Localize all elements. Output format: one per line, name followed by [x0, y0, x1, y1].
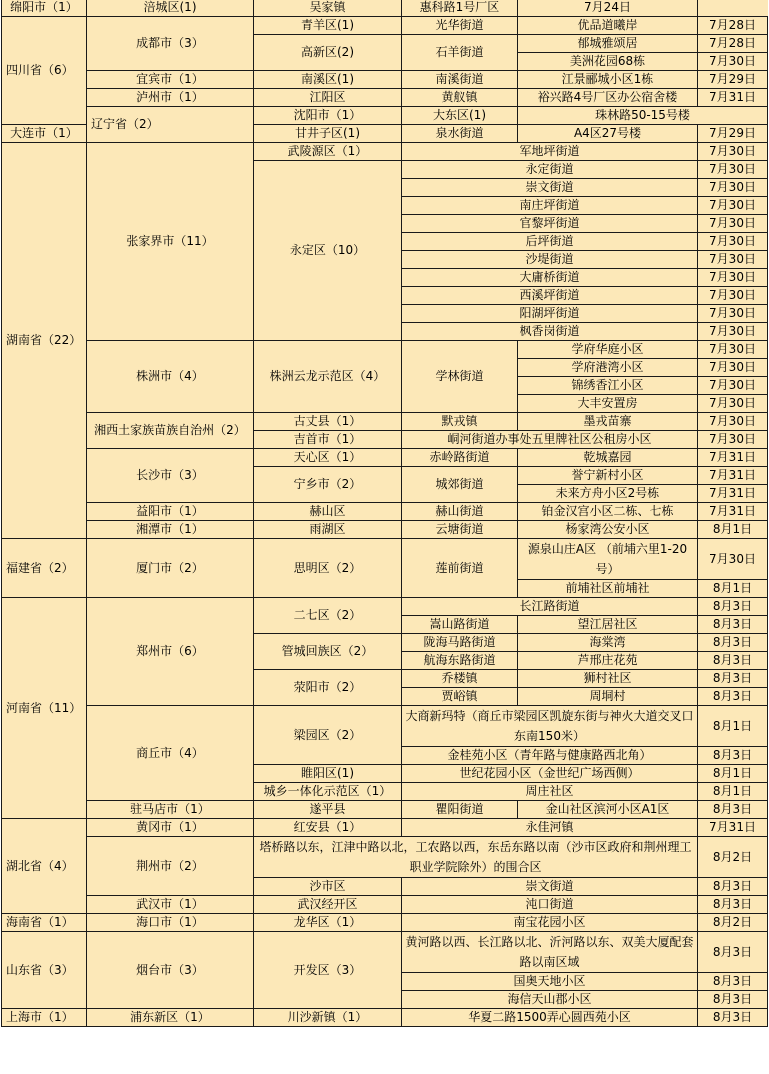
table-cell: 南溪街道 — [402, 71, 518, 89]
table-cell: 7月30日 — [698, 341, 768, 359]
table-cell: 7月30日 — [698, 251, 768, 269]
table-cell: 铂金汉宫小区二栋、七栋 — [518, 503, 698, 521]
table-cell: 湘西土家族苗族自治州（2） — [87, 413, 254, 449]
table-cell: 西溪坪街道 — [402, 287, 698, 305]
table-cell: 宜宾市（1） — [87, 71, 254, 89]
outbreak-location-table — [1, 0, 768, 1027]
table-cell: 湖南省（22） — [2, 143, 87, 539]
table-cell: 塔桥路以东，江津中路以北，工农路以西，东岳东路以南（沙市区政府和荆州理工职业学院除外）的围合区 — [254, 837, 698, 878]
table-cell: 川沙新镇（1） — [254, 1009, 402, 1027]
table-cell: 7月30日 — [698, 287, 768, 305]
table-cell: 阳湖坪街道 — [402, 305, 698, 323]
table-cell: 7月31日 — [698, 485, 768, 503]
table-cell: 益阳市（1） — [87, 503, 254, 521]
table-cell: 8月3日 — [698, 932, 768, 973]
table-cell: 7月30日 — [698, 215, 768, 233]
table-cell: 莲前街道 — [402, 539, 518, 598]
table-cell: 城郊街道 — [402, 467, 518, 503]
table-cell: 天心区（1） — [254, 449, 402, 467]
table-cell: 黄舣镇 — [402, 89, 518, 107]
table-cell: 城乡一体化示范区（1） — [254, 783, 402, 801]
table-cell: 海南省（1） — [2, 914, 87, 932]
table-cell: 7月30日 — [698, 323, 768, 341]
table-body — [2, 0, 768, 1027]
table-cell: 光华街道 — [402, 17, 518, 35]
table-cell: 金山社区滨河小区A1区 — [518, 801, 698, 819]
table-row — [2, 449, 768, 467]
table-cell: 7月30日 — [698, 233, 768, 251]
table-cell: 湘潭市（1） — [87, 521, 254, 539]
table-cell: 涪城区(1) — [87, 0, 254, 17]
table-cell: 8月1日 — [698, 783, 768, 801]
table-cell: 贾峪镇 — [402, 688, 518, 706]
table-row — [2, 107, 768, 125]
table-cell: 沌口街道 — [402, 896, 698, 914]
table-cell: 云塘街道 — [402, 521, 518, 539]
table-cell: 黄河路以西、长江路以北、沂河路以东、双美大厦配套路以南区域 — [402, 932, 698, 973]
table-cell: 海棠湾 — [518, 634, 698, 652]
table-cell: 上海市（1） — [2, 1009, 87, 1027]
table-cell: 惠科路1号厂区 — [402, 0, 518, 17]
table-cell: 8月3日 — [698, 652, 768, 670]
table-cell: 南庄坪街道 — [402, 197, 698, 215]
table-cell: 7月30日 — [698, 413, 768, 431]
table-cell: 8月3日 — [698, 973, 768, 991]
table-row — [2, 341, 768, 359]
table-cell: 乾城嘉园 — [518, 449, 698, 467]
table-cell: 四川省（6） — [2, 17, 87, 125]
table-cell: 7月30日 — [698, 269, 768, 287]
table-cell: 张家界市（11） — [87, 143, 254, 341]
table-cell: 后坪街道 — [402, 233, 698, 251]
table-row — [2, 71, 768, 89]
table-cell: 7月30日 — [698, 539, 768, 580]
table-cell: 源泉山庄A区 （前埔六里1-20号） — [518, 539, 698, 580]
table-cell: 郁城雅颂居 — [518, 35, 698, 53]
table-cell: 狮村社区 — [518, 670, 698, 688]
table-cell: 山东省（3） — [2, 932, 87, 1009]
table-row — [2, 801, 768, 819]
table-cell: 8月1日 — [698, 580, 768, 598]
table-cell: 墨戎苗寨 — [518, 413, 698, 431]
table-cell: 驻马店市（1） — [87, 801, 254, 819]
table-cell: 7月29日 — [698, 125, 768, 143]
table-cell: 二七区（2） — [254, 598, 402, 634]
table-cell: 沙市区 — [254, 878, 402, 896]
table-cell: 7月30日 — [698, 377, 768, 395]
table-cell: 赫山街道 — [402, 503, 518, 521]
table-cell: 青羊区(1) — [254, 17, 402, 35]
table-cell: 福建省（2） — [2, 539, 87, 598]
table-cell: 沙堤街道 — [402, 251, 698, 269]
table-cell: 珠林路50-15号楼 — [518, 107, 768, 125]
table-cell: 龙华区（1） — [254, 914, 402, 932]
table-cell: 红安县（1） — [254, 819, 402, 837]
table-cell: 大庸桥街道 — [402, 269, 698, 287]
table-cell: 长沙市（3） — [87, 449, 254, 503]
table-cell: 7月30日 — [698, 161, 768, 179]
table-cell: 南宝花园小区 — [402, 914, 698, 932]
table-cell: 8月3日 — [698, 747, 768, 765]
table-row — [2, 932, 768, 973]
table-row — [2, 413, 768, 431]
table-row — [2, 89, 768, 107]
table-cell: 高新区(2) — [254, 35, 402, 71]
table-row — [2, 914, 768, 932]
table-cell: 吉首市（1） — [254, 431, 402, 449]
table-row — [2, 1009, 768, 1027]
table-cell: 裕兴路4号厂区办公宿舍楼 — [518, 89, 698, 107]
table-cell: 甘井子区(1) — [254, 125, 402, 143]
table-cell: 宁乡市（2） — [254, 467, 402, 503]
table-cell: 河南省（11） — [2, 598, 87, 819]
table-cell: 7月30日 — [698, 197, 768, 215]
table-cell: 黄冈市（1） — [87, 819, 254, 837]
table-row — [2, 819, 768, 837]
table-cell: 武汉经开区 — [254, 896, 402, 914]
table-cell: 金桂苑小区（青年路与健康路西北角） — [402, 747, 698, 765]
table-cell: 8月3日 — [698, 1009, 768, 1027]
table-cell: 7月30日 — [698, 395, 768, 413]
table-cell: 郑州市（6） — [87, 598, 254, 706]
table-cell: 7月29日 — [698, 71, 768, 89]
table-cell: 默戎镇 — [402, 413, 518, 431]
table-cell: 官黎坪街道 — [402, 215, 698, 233]
table-cell: 8月1日 — [698, 706, 768, 747]
table-cell: 梁园区（2） — [254, 706, 402, 765]
table-cell: 航海东路街道 — [402, 652, 518, 670]
table-cell: 崇文街道 — [402, 878, 698, 896]
table-cell: 泸州市（1） — [87, 89, 254, 107]
table-cell: 7月31日 — [698, 503, 768, 521]
table-cell: 武汉市（1） — [87, 896, 254, 914]
table-cell: 杨家湾公安小区 — [518, 521, 698, 539]
table-cell: 荆州市（2） — [87, 837, 254, 896]
table-cell: 古丈县（1） — [254, 413, 402, 431]
table-cell: 永佳河镇 — [402, 819, 698, 837]
table-cell: 成都市（3） — [87, 17, 254, 71]
table-cell: 7月30日 — [698, 305, 768, 323]
table-cell: 嵩山路街道 — [402, 616, 518, 634]
table-cell: 8月3日 — [698, 670, 768, 688]
table-cell: 思明区（2） — [254, 539, 402, 598]
table-cell: 海信天山郡小区 — [402, 991, 698, 1009]
table-cell: 学府港湾小区 — [518, 359, 698, 377]
table-cell: A4区27号楼 — [518, 125, 698, 143]
table-row — [2, 17, 768, 35]
table-cell: 前埔社区前埔社 — [518, 580, 698, 598]
table-cell: 8月3日 — [698, 801, 768, 819]
table-cell: 7月30日 — [698, 359, 768, 377]
table-cell: 吴家镇 — [254, 0, 402, 17]
table-cell: 7月30日 — [698, 143, 768, 161]
table-cell: 烟台市（3） — [87, 932, 254, 1009]
table-cell: 遂平县 — [254, 801, 402, 819]
table-cell: 锦绣香江小区 — [518, 377, 698, 395]
table-cell: 周庄社区 — [402, 783, 698, 801]
table-cell: 周垌村 — [518, 688, 698, 706]
table-cell: 7月31日 — [698, 449, 768, 467]
table-cell: 雨湖区 — [254, 521, 402, 539]
table-cell: 绵阳市（1） — [2, 0, 87, 17]
table-cell: 赤岭路街道 — [402, 449, 518, 467]
table-cell: 华夏二路1500弄心圆西苑小区 — [402, 1009, 698, 1027]
table-cell: 睢阳区(1) — [254, 765, 402, 783]
table-cell: 8月2日 — [698, 914, 768, 932]
table-cell: 学府华庭小区 — [518, 341, 698, 359]
table-cell: 瞿阳街道 — [402, 801, 518, 819]
table-cell: 浦东新区（1） — [87, 1009, 254, 1027]
table-cell: 8月2日 — [698, 837, 768, 878]
table-cell: 8月3日 — [698, 878, 768, 896]
table-cell: 国奥天地小区 — [402, 973, 698, 991]
table-cell: 大丰安置房 — [518, 395, 698, 413]
table-cell: 7月28日 — [698, 35, 768, 53]
table-cell: 7月31日 — [698, 89, 768, 107]
table-cell: 管城回族区（2） — [254, 634, 402, 670]
table-cell: 8月3日 — [698, 991, 768, 1009]
table-cell: 乔楼镇 — [402, 670, 518, 688]
table-cell: 8月3日 — [698, 896, 768, 914]
table-cell: 长江路街道 — [402, 598, 698, 616]
table-cell: 永定街道 — [402, 161, 698, 179]
table-cell: 未来方舟小区2号栋 — [518, 485, 698, 503]
table-cell: 美洲花园68栋 — [518, 53, 698, 71]
table-cell: 南溪区(1) — [254, 71, 402, 89]
table-cell: 8月3日 — [698, 616, 768, 634]
table-cell: 芦邢庄花苑 — [518, 652, 698, 670]
table-row — [2, 539, 768, 580]
table-cell: 商丘市（4） — [87, 706, 254, 801]
table-cell: 枫香岗街道 — [402, 323, 698, 341]
table-cell: 石羊街道 — [402, 35, 518, 71]
table-cell: 大商新玛特（商丘市梁园区凯旋东街与神火大道交叉口东南150米） — [402, 706, 698, 747]
table-cell: 荥阳市（2） — [254, 670, 402, 706]
table-cell: 8月1日 — [698, 765, 768, 783]
table-cell: 大连市（1） — [2, 125, 87, 143]
table-cell: 7月31日 — [698, 467, 768, 485]
table-cell: 优品道曦岸 — [518, 17, 698, 35]
table-cell: 7月30日 — [698, 53, 768, 71]
table-cell: 7月30日 — [698, 431, 768, 449]
table-cell: 江景郦城小区1栋 — [518, 71, 698, 89]
table-cell: 学林街道 — [402, 341, 518, 413]
table-cell: 株洲云龙示范区（4） — [254, 341, 402, 413]
table-cell: 厦门市（2） — [87, 539, 254, 598]
table-cell: 株洲市（4） — [87, 341, 254, 413]
table-cell: 8月3日 — [698, 634, 768, 652]
table-cell: 8月3日 — [698, 598, 768, 616]
table-row — [2, 706, 768, 747]
table-cell: 泉水街道 — [402, 125, 518, 143]
table-cell: 崇文街道 — [402, 179, 698, 197]
table-cell: 誉宁新村小区 — [518, 467, 698, 485]
table-cell: 湖北省（4） — [2, 819, 87, 914]
table-cell: 赫山区 — [254, 503, 402, 521]
table-cell: 世纪花园小区（金世纪广场西侧） — [402, 765, 698, 783]
table-cell: 望江居社区 — [518, 616, 698, 634]
table-row — [2, 0, 768, 17]
table-cell: 海口市（1） — [87, 914, 254, 932]
table-cell: 开发区（3） — [254, 932, 402, 1009]
table-cell: 江阳区 — [254, 89, 402, 107]
table-cell: 武陵源区（1） — [254, 143, 402, 161]
table-cell: 7月31日 — [698, 819, 768, 837]
table-cell: 沈阳市（1） — [254, 107, 402, 125]
table-cell: 8月1日 — [698, 521, 768, 539]
table-row — [2, 503, 768, 521]
table-cell: 峒河街道办事处五里牌社区公租房小区 — [402, 431, 698, 449]
table-cell: 8月3日 — [698, 688, 768, 706]
table-row — [2, 598, 768, 616]
table-cell: 大东区(1) — [402, 107, 518, 125]
table-row — [2, 896, 768, 914]
table-row — [2, 837, 768, 878]
table-cell: 永定区（10） — [254, 161, 402, 341]
table-cell: 7月28日 — [698, 17, 768, 35]
table-cell: 7月30日 — [698, 179, 768, 197]
table-cell: 军地坪街道 — [402, 143, 698, 161]
table-row — [2, 143, 768, 161]
table-row — [2, 521, 768, 539]
table-cell: 7月24日 — [518, 0, 698, 17]
table-cell: 辽宁省（2） — [87, 107, 254, 143]
table-cell: 陇海马路街道 — [402, 634, 518, 652]
